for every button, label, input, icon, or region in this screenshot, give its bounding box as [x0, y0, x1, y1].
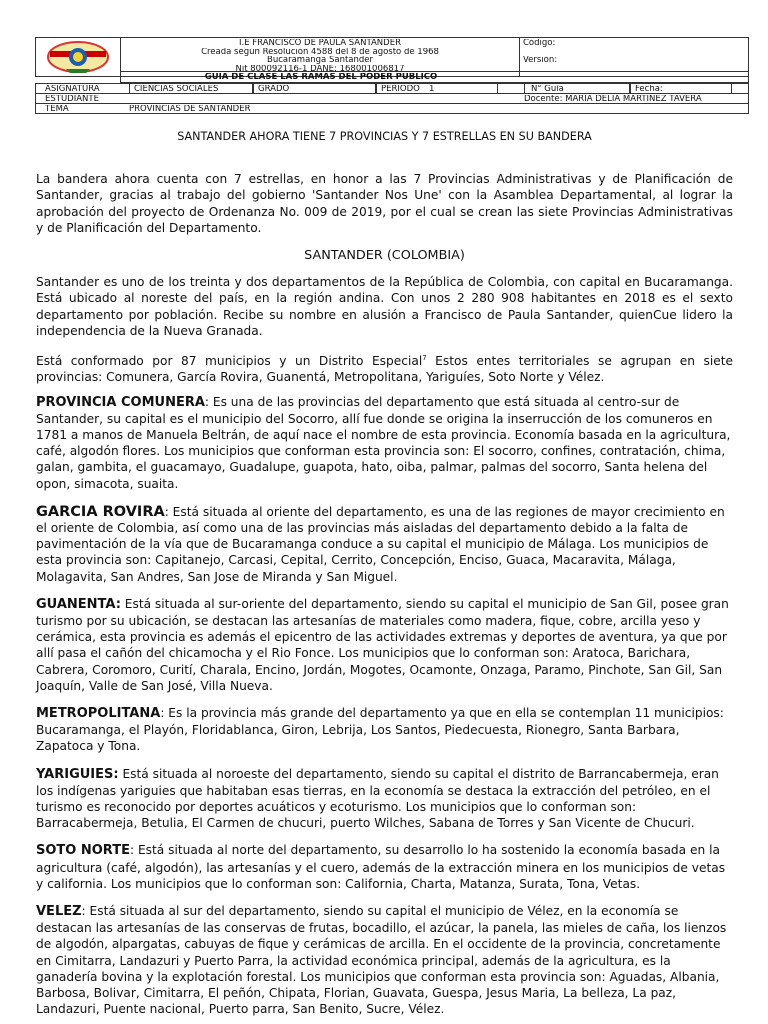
province-soto-norte — [36, 842, 733, 892]
periodo-label: PERIODO — [381, 85, 420, 94]
province-name: GUANENTA: — [36, 596, 121, 612]
municipalities-text-b: Estos entes territoriales se agrupan en siete provincias: Comunera, García Rovira, Guanentá, Metropolitana, Yariguíes, Soto Norte y Vélez. — [36, 354, 733, 385]
province-comunera — [36, 394, 733, 492]
tema-value: PROVINCIAS DE SANTANDER — [129, 105, 251, 114]
province-metropolitana — [36, 705, 733, 755]
school-nit: Nit 800092116-1 DANE: 168001006817 — [235, 64, 405, 73]
asignatura-value: CIENCIAS SOCIALES — [134, 85, 219, 94]
periodo-value: 1 — [429, 85, 435, 94]
municipalities-text-a: Está conformado por 87 municipios y un Distrito Especial — [36, 354, 423, 369]
school-logo-icon — [36, 38, 120, 76]
version-label: Versión: — [523, 56, 558, 65]
municipalities-paragraph — [36, 350, 733, 385]
guia-label: N° Guía — [531, 85, 564, 94]
province-name: VELEZ — [36, 903, 82, 919]
grado-label: GRADO — [258, 85, 290, 94]
province-name: SOTO NORTE — [36, 843, 130, 859]
document-header — [35, 37, 749, 114]
section-subtitle: SANTANDER (COLOMBIA) — [304, 248, 465, 264]
province-name: GARCIA ROVIRA — [36, 503, 165, 520]
overview-paragraph: Santander es uno de los treinta y dos departamentos de la República de Colombia, con capital en Bucaramanga. Está ubicado al noreste del país, en la región andina. Con unos 2 280 908 habitantes en 2018 es el sexto departamento por población. Recibe su nombre en alusión a Francisco de Paula Santander, quienCue lidero la independencia de la Nueva Granada. — [36, 275, 733, 338]
guide-title-cell — [120, 71, 749, 83]
codigo-label: Código: — [523, 39, 556, 48]
tema-label: TEMA — [45, 105, 69, 114]
province-name: YARIGUIES: — [36, 766, 119, 782]
document-body — [36, 125, 733, 1017]
province-text: : Está situada al oriente del departamento, es una de las regiones de mayor crecimiento en el oriente de Colombia, así como una de las provincias más aisladas del departamento debido a la falta de pavimentación de la vía que de Bucaramanga conduce a su capital el municipio de Málaga. Los municipios de esta provincia son: Capitanejo, Carcasi, Cepital, Cerrito, Concepción, Enciso, Guaca, Macaravita, Málaga, Molagavita, San Andres, San Jose de Miranda y San Miguel. — [36, 504, 725, 584]
tema-row — [35, 103, 749, 114]
province-text: : Está situada al norte del departamento, su desarrollo lo ha sostenido la economía basada en la agricultura (café, algodón), las artesanías y el cuero, además de la extracción minera en los municipios de vetas y california. Los municipios que lo conforman son: California, Charta, Matanza, Surata, Tona, Vetas. — [36, 843, 726, 891]
estudiante-label: ESTUDIANTE — [45, 95, 99, 104]
province-garcia-rovira — [36, 504, 733, 585]
province-name: METROPOLITANA — [36, 705, 161, 721]
fecha-label: Fecha: — [635, 85, 663, 94]
asignatura-label: ASIGNATURA — [45, 85, 100, 94]
intro-paragraph: La bandera ahora cuenta con 7 estrellas, en honor a las 7 Provincias Administrativas y de Planificación de Santander, gracias al trabajo del gobierno 'Santander Nos Une' con la Asamblea Departamental, al lograr la aprobación del proyecto de Ordenanza No. 009 de 2019, por el cual se crean las siete Provincias Administrativas y de Planificación del Departamento. — [36, 172, 733, 235]
school-name: I.E FRANCISCO DE PAULA SANTANDER — [238, 39, 401, 48]
province-guanenta — [36, 596, 733, 694]
footnote-ref: 7 — [422, 354, 427, 363]
province-name: PROVINCIA COMUNERA — [36, 394, 205, 410]
province-text: Está situada al sur-oriente del departamento, siendo su capital el municipio de San Gil, posee gran turismo por su ubicación, se destacan las artesanías de materiales como madera, fique, cobre, arcilla yeso y cerámica, esta provincia es además el epicentro de las actividades extremas y deportes de aventura, ya que por allí pasa el cañón del chicamocha y el Rio Fonce. Los municipios que lo conforman son: Aratoca, Barichara, Cabrera, Coromoro, Curití, Charala, Encino, Jordán, Mogotes, Ocamonte, Onzaga, Paramo, Pinchote, San Gil, San Joaquín, Valle de San José, Villa Nueva. — [36, 596, 729, 693]
province-velez — [36, 903, 733, 1017]
province-text: Está situada al noroeste del departamento, siendo su capital el distrito de Barrancabermeja, eran los indígenas yariguies que habitaban esas tierras, en la economía se destaca la extracción del petróleo, en el turismo es reconocido por deportes acuáticos y ecoturismo. Los municipios que lo conforman son: Barracabermeja, Betulia, El Carmen de chucuri, puerto Wilches, Sabana de Torres y San Vicente de Chucuri. — [36, 766, 719, 831]
document-title: SANTANDER AHORA TIENE 7 PROVINCIAS Y 7 ESTRELLAS EN SU BANDERA — [177, 130, 592, 143]
school-city: Bucaramanga Santander — [266, 56, 374, 65]
guide-title: GUIA DE CLASE LAS RAMAS DEL PODER PUBLICO — [204, 73, 438, 82]
logo-cell — [35, 37, 121, 77]
province-text: : Es una de las provincias del departamento que está situada al centro-sur de Santander, su capital es el municipio del Socorro, allí fue donde se origina la inserrucción de los comuneros en 1781 a manos de Manuela Beltrán, de aquí nace el nombre de esta provincia. Economía basada en la agricultura, café, algodón flores. Los municipios que conforman esta provincia son: El socorro, confines, contratación, chima, galan, gambita, el guacamayo, Guadalupe, guapota, hato, oiba, palmar, palmas del socorro, Santa helena del opon, simacota, suaita. — [36, 394, 731, 491]
docente-text: Docente: MARIA DELIA MARTINEZ TAVERA — [524, 95, 702, 104]
province-text: : Está situada al sur del departamento, siendo su capital el municipio de Vélez, en la economía se destacan las artesanías de las conservas de frutas, bocadillo, el azúcar, la panela, las mieles de caña, los lienzos de algodón, alpargatas, cabuyas de fique y cerámicas de arcilla. En el occidente de la provincia, concretamente en Cimitarra, Landazuri y Puerto Parra, la actividad económica principal, además de la agricultura, es la ganadería bovina y la explotación forestal. Los municipios que conforman esta provincia son: Aguadas, Albania, Barbosa, Bolivar, Cimitarra, El peñón, Chipata, Florian, Guavata, Guespa, Jesus Maria, La belleza, La paz, Landazuri, Puente nacional, Puerto parra, San Benito, Sucre, Vélez. — [36, 903, 727, 1017]
school-resolution: Creada según Resolución 4588 del 8 de agosto de 1968 — [201, 47, 439, 56]
province-text: : Es la provincia más grande del departamento ya que en ella se contemplan 11 municipios: Bucaramanga, el Playón, Floridablanca, Giron, Lebrija, Los Santos, Piedecuesta, Rionegro, Santa Barbara, Zapatoca y Tona. — [36, 705, 724, 754]
province-yariguies — [36, 766, 733, 832]
